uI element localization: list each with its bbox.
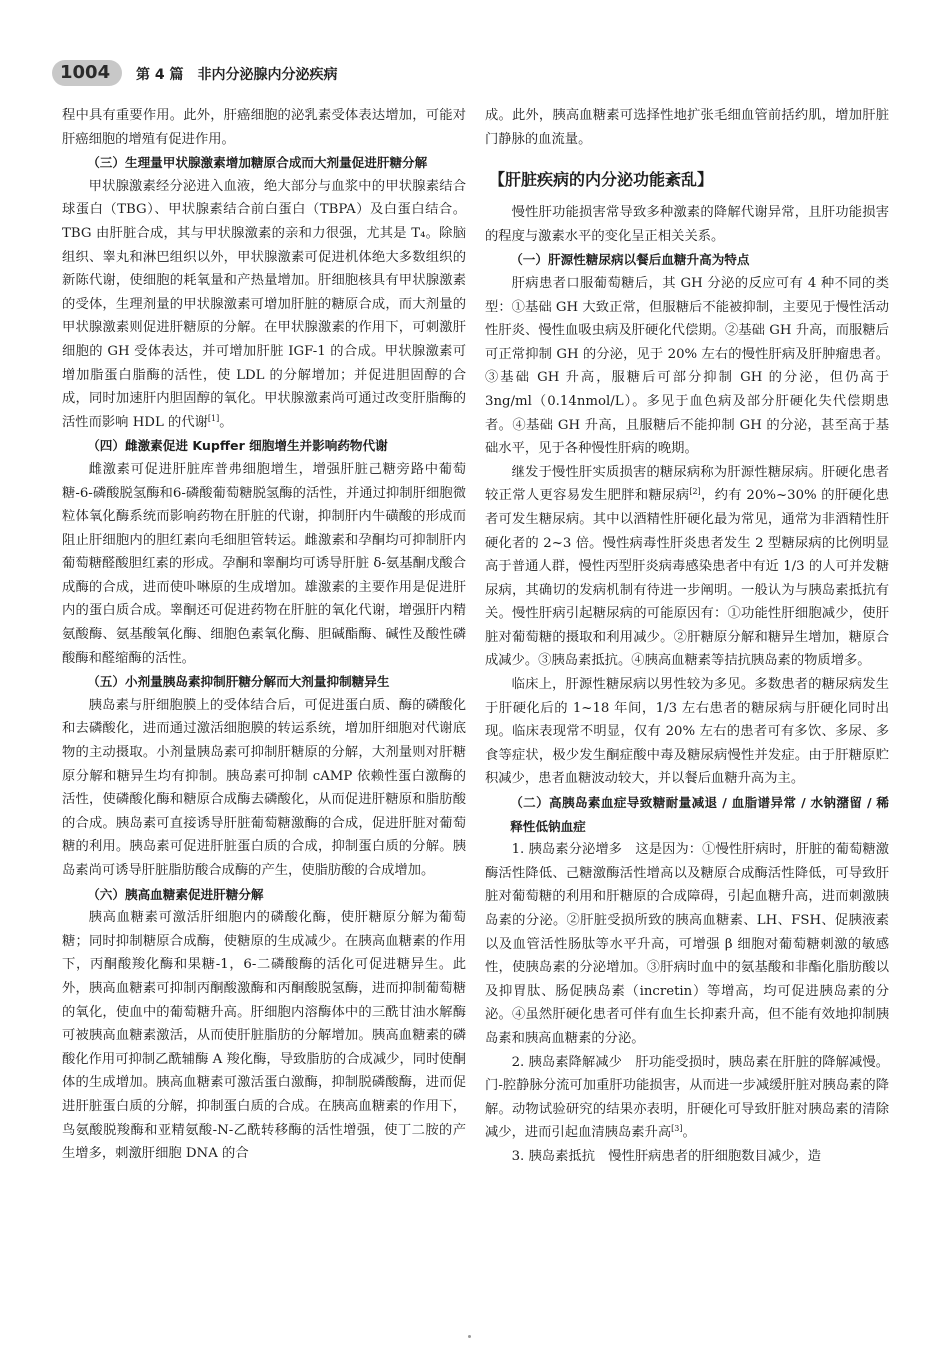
- paragraph: 慢性肝功能损害常导致多种激素的降解代谢异常，且肝功能损害的程度与激素水平的变化呈正相关关系。: [485, 205, 889, 244]
- paragraph: 3. 胰岛素抵抗 慢性肝病患者的肝细胞数目减少，造: [511, 1148, 822, 1164]
- section-heading: （一）肝源性糖尿病以餐后血糖升高为特点: [510, 252, 750, 268]
- left-text-column: [62, 104, 466, 1166]
- paragraph-text: 2. 胰岛素降解减少 肝功能受损时，胰岛素在肝脏的降解减慢。门-腔静脉分流可加重肝功能损害，从而进一步减缓肝脏对胰岛素的降解。动物试验研究的结果亦表明，肝硬化可导致肝脏对胰岛素的清除减少，进而引起血清胰岛素升高: [485, 1054, 889, 1141]
- paragraph-text-tail: 。: [682, 1125, 696, 1141]
- page-number-badge: [52, 60, 122, 86]
- paragraph: 临床上，肝源性糖尿病以男性较为多见。多数患者的糖尿病发生于肝硬化后的 1~18 年间，1/3 左右患者的糖尿病与肝硬化同时出现。临床表现常不明显，仅有 20% 左右的患者可有多饮、多尿、多食等症状，极少发生酮症酸中毒及糖尿病慢性并发症。由于肝糖原贮积减少，患者血糖波动较大，并以餐后血糖升高为主。: [485, 677, 889, 787]
- page-header: [52, 60, 912, 90]
- paragraph: 胰岛素与肝细胞膜上的受体结合后，可促进蛋白质、酶的磷酸化和去磷酸化，进而通过激活细胞膜的转运系统，增加肝细胞对代谢底物的主动摄取。小剂量胰岛素可抑制肝糖原的分解，大剂量则对肝糖原分解和糖异生均有抑制。胰岛素可抑制 cAMP 依赖性蛋白激酶的活性，使磷酸化酶和糖原合成酶去磷酸化，从而促进肝糖原和脂肪酸的合成。胰岛素可直接诱导肝脏葡萄糖激酶的合成，促进肝脏对葡萄糖的利用。胰岛素可促进肝脏蛋白质的合成，抑制蛋白质的分解。胰岛素尚可诱导肝脏脂肪酸合成酶的产生，使脂肪酸的合成增加。: [62, 697, 466, 878]
- section-heading: （四）雌激素促进 Kupffer 细胞增生并影响药物代谢: [87, 438, 388, 454]
- paragraph: 胰高血糖素可激活肝细胞内的磷酸化酶，使肝糖原分解为葡萄糖；同时抑制糖原合成酶，使糖原的生成减少。在胰高血糖素的作用下，丙酮酸羧化酶和果糖-1，6-二磷酸酶的活化可促进糖异生。此外，胰高血糖素可抑制丙酮酸激酶和丙酮酸脱氢酶，进而抑制葡萄糖的氧化，使血中的葡萄糖升高。肝细胞内溶酶体中的三酰甘油水解酶可被胰高血糖素激活，从而使肝脏脂肪的分解增加。胰高血糖素的磷酸化作用可抑制乙酰辅酶 A 羧化酶，导致脂肪的合成减少，同时使酮体的生成增加。胰高血糖素可激活蛋白激酶，抑制脱磷酸酶，进而促进肝脏蛋白质的分解，抑制蛋白质的合成。在胰高血糖素的作用下，鸟氨酸脱羧酶和亚精氨酸-N-乙酰转移酶的活性增强，使丁二胺的产生增多，刺激肝细胞 DNA 的合: [62, 910, 466, 1162]
- paragraph: 程中具有重要作用。此外，肝癌细胞的泌乳素受体表达增加，可能对肝癌细胞的增殖有促进作用。: [62, 108, 466, 147]
- page-speck: [468, 1335, 471, 1338]
- paragraph: [485, 461, 889, 673]
- citation-ref: [2]: [689, 487, 701, 497]
- citation-ref: [3]: [671, 1124, 683, 1134]
- page-number: 1004: [60, 62, 111, 83]
- paragraph: 1. 胰岛素分泌增多 这是因为：①慢性肝病时，肝脏的葡萄糖激酶活性降低、己糖激酶活性增高以及糖原合成酶活性降低，可导致肝脏对葡萄糖的利用和肝糖原的合成障碍，引起血糖升高，进而刺激胰岛素的分泌。②肝脏受损所致的胰高血糖素、LH、FSH、促胰液素以及血管活性肠肽等水平升高，可增强 β 细胞对葡萄糖刺激的敏感性，使胰岛素的分泌增加。③肝病时血中的氨基酸和非酯化脂肪酸以及抑胃肽、肠促胰岛素（incretin）等增高，均可促进胰岛素的分泌。④虽然肝硬化患者可伴有血生长抑素升高，但不能有效地抑制胰岛素和胰高血糖素的分泌。: [485, 842, 889, 1046]
- paragraph: [485, 1051, 889, 1145]
- paragraph-text-tail: ，约有 20%~30% 的肝硬化患者可发生糖尿病。其中以酒精性肝硬化最为常见，通常为非酒精性肝硬化者的 2~3 倍。慢性病毒性肝炎患者发生 2 型糖尿病的比例明显高于普通人群，慢性丙型肝炎病毒感染患者中有近 1/3 的人可并发糖尿病，其确切的发病机制有待进一步阐明。一般认为与胰岛素抵抗有关。慢性肝病引起糖尿病的可能原因有：①功能性肝细胞减少，使肝脏对葡萄糖的摄取和利用减少。②肝糖原分解和糖异生增加，糖原合成减少。③胰岛素抵抗。④胰高血糖素等拮抗胰岛素的物质增多。: [485, 488, 889, 669]
- running-header-title: 第 4 篇 非内分泌腺内分泌疾病: [136, 67, 338, 83]
- citation-ref: [1]: [207, 413, 220, 423]
- right-text-column: [485, 104, 889, 1169]
- paragraph: 雌激素可促进肝脏库普弗细胞增生，增强肝脏己糖旁路中葡萄糖-6-磷酸脱氢酶和6-磷酸葡萄糖脱氢酶的活性，并通过抑制肝细胞微粒体氧化酶系统而影响药物在肝脏的代谢，抑制肝内牛磺酸的形成而阻止肝细胞内的胆红素向毛细胆管转运。雌激素和孕酮均可抑制肝内葡萄糖醛酸胆红素的形成。孕酮和睾酮均可诱导肝脏 δ-氨基酮戊酸合成酶的合成，进而使卟啉原的生成增加。雄激素的主要作用是促进肝内的蛋白质合成。睾酮还可促进药物在肝脏的氧化代谢，增强肝内精氨酸酶、氨基酸氧化酶、细胞色素氧化酶、胆碱酯酶、碱性及酸性磷酸酶和醛缩酶的活性。: [62, 461, 466, 666]
- section-heading: （二）高胰岛素血症导致糖耐量减退 / 血脂谱异常 / 水钠潴留 / 稀释性低钠血症: [510, 795, 889, 834]
- paragraph: [62, 175, 466, 435]
- section-heading: （六）胰高血糖素促进肝糖分解: [87, 886, 264, 902]
- paragraph-text-tail: 。: [219, 414, 233, 430]
- paragraph: 成。此外，胰高血糖素可选择性地扩张毛细血管前括约肌，增加肝脏门静脉的血流量。: [485, 108, 889, 147]
- paragraph-text: 继发于慢性肝实质损害的糖尿病称为肝源性糖尿病。肝硬化患者较正常人更容易发生肥胖和糖尿病: [485, 464, 889, 504]
- chapter-section-title: 【肝脏疾病的内分泌功能紊乱】: [489, 170, 714, 190]
- section-heading: （三）生理量甲状腺激素增加糖原合成而大剂量促进肝糖分解: [87, 155, 428, 171]
- section-heading: （五）小剂量胰岛素抑制肝糖分解而大剂量抑制糖异生: [87, 674, 390, 690]
- paragraph: 肝病患者口服葡萄糖后，其 GH 分泌的反应可有 4 种不同的类型：①基础 GH 大致正常，但服糖后不能被抑制，主要见于慢性活动性肝炎、慢性血吸虫病及肝硬化代偿期。②基础 GH 升高，而服糖后可正常抑制 GH 的分泌，见于 20% 左右的慢性肝病及肝肿瘤患者。③基础 GH 升高，服糖后可部分抑制 GH 的分泌，但仍高于 3ng/ml（0.14nmol/L）。多见于血色病及部分肝硬化失代偿期患者。④基础 GH 升高，且服糖后不能抑制 GH 的分泌，甚至高于基础水平，见于各种慢性肝病的晚期。: [485, 275, 889, 457]
- paragraph-text: 甲状腺激素经分泌进入血液，绝大部分与血浆中的甲状腺素结合球蛋白（TBG）、甲状腺素结合前白蛋白（TBPA）及白蛋白结合。TBG 由肝脏合成，其与甲状腺激素的亲和力很强，尤其是 T₄。除脑组织、睾丸和淋巴组织以外，甲状腺激素可促进机体绝大多数组织的新陈代谢，使细胞的耗氧量和产热量增加。肝细胞核具有甲状腺激素的受体，生理剂量的甲状腺激素可增加肝脏的糖原合成，而大剂量的甲状腺激素则促进肝糖原的分解。在甲状腺激素的作用下，可刺激肝细胞的 GH 受体表达，并可增加肝脏 IGF-1 的合成。甲状腺激素可增加脂蛋白脂酶的活性，使 LDL 的分解增加；并促进胆固醇的合成，同时加速肝内胆固醇的氧化。甲状腺激素尚可通过改变肝脂酶的活性而影响 HDL 的代谢: [62, 178, 466, 430]
